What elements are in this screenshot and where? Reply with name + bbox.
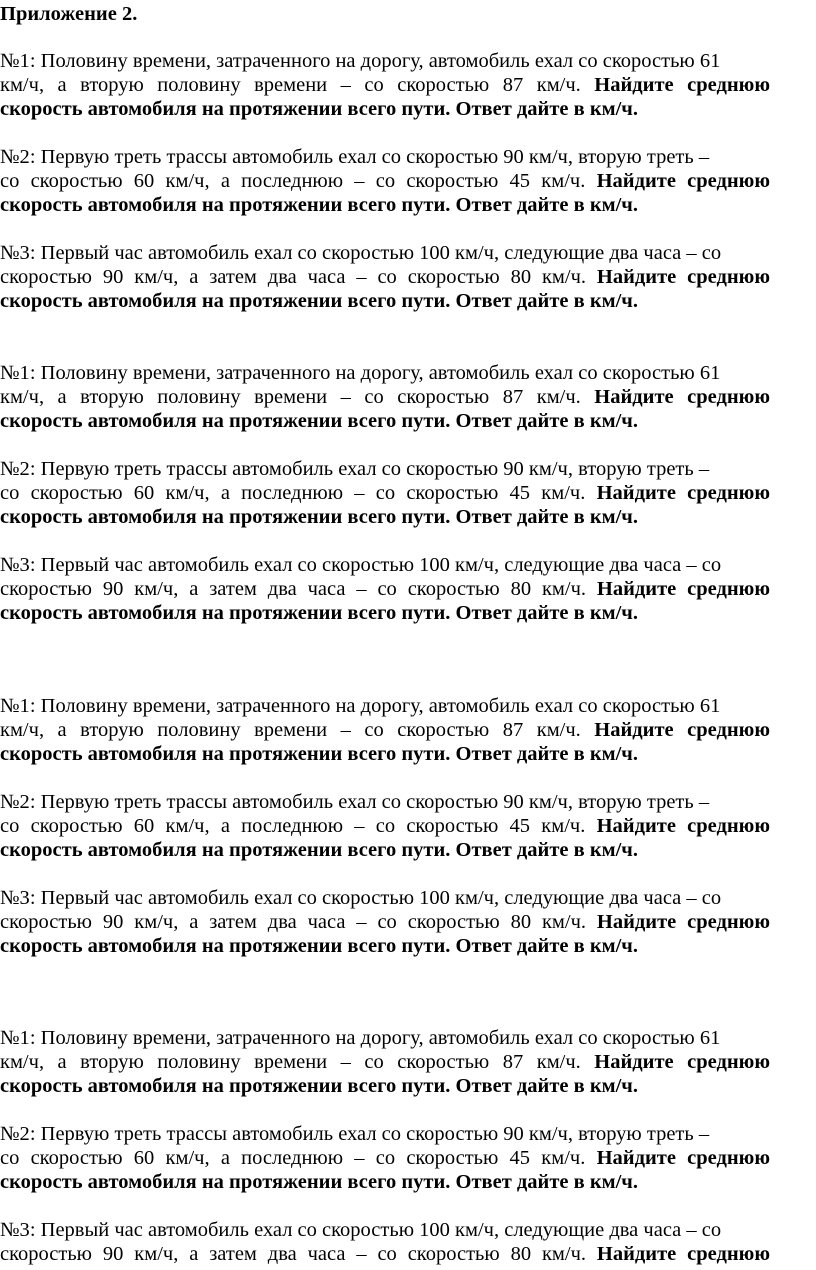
problem-text: со скоростью 60 км/ч, а последнюю – со скоростью 45 км/ч. [0,170,586,192]
problem-line [0,577,770,601]
problem-line [0,553,770,577]
problem-text: со скоростью 60 км/ч, а последнюю – со скоростью 45 км/ч. [0,815,586,837]
problem-line [0,241,770,265]
problem-number: №1 [0,362,30,384]
problem-text: скоростью 90 км/ч, а затем два часа – со скоростью 80 км/ч. [0,1243,587,1265]
problem-line [0,385,770,409]
problem-line [0,718,770,742]
problem-question: Найдите среднюю [596,911,770,933]
problem-text: : Первую треть трассы автомобиль ехал со скоростью 90 км/ч, вторую треть – [29,791,710,813]
problem-2 [0,145,770,217]
problem-question: скорость автомобиля на протяжении всего пути. Ответ дайте в км/ч. [0,410,638,432]
problem-question: Найдите среднюю [594,1051,770,1073]
problem-line [0,694,770,718]
problem-line [0,457,770,481]
problem-1 [0,49,770,121]
problem-number: №3 [0,1219,30,1241]
problem-question: скорость автомобиля на протяжении всего пути. Ответ дайте в км/ч. [0,506,638,528]
appendix-heading: Приложение 2. [0,3,138,25]
problem-1 [0,694,770,766]
problem-text: км/ч, а вторую половину времени – со скоростью 87 км/ч. [0,74,581,96]
problem-text: : Первый час автомобиль ехал со скоростью 100 км/ч, следующие два часа – со [29,554,722,576]
problem-number: №1 [0,50,30,72]
problem-text: со скоростью 60 км/ч, а последнюю – со скоростью 45 км/ч. [0,1147,586,1169]
problem-text: : Первый час автомобиль ехал со скоростью 100 км/ч, следующие два часа – со [29,242,722,264]
problem-question: скорость автомобиля на протяжении всего пути. Ответ дайте в км/ч. [0,935,638,957]
problem-line [0,1122,770,1146]
problem-text: со скоростью 60 км/ч, а последнюю – со скоростью 45 км/ч. [0,482,586,504]
problem-number: №3 [0,242,30,264]
problem-2 [0,1122,770,1194]
problem-line [0,361,770,385]
problem-question: Найдите среднюю [596,482,770,504]
problem-question: скорость автомобиля на протяжении всего пути. Ответ дайте в км/ч. [0,1075,638,1097]
problem-line [0,265,770,289]
problem-text: км/ч, а вторую половину времени – со скоростью 87 км/ч. [0,386,581,408]
problem-line [0,790,770,814]
problem-number: №2 [0,791,30,813]
problem-number: №2 [0,146,30,168]
problem-line [0,1218,770,1242]
problem-question: Найдите среднюю [596,170,770,192]
problem-number: №2 [0,1123,30,1145]
problem-line [0,145,770,169]
problem-question: Найдите среднюю [594,74,770,96]
problem-text: км/ч, а вторую половину времени – со скоростью 87 км/ч. [0,1051,581,1073]
problem-3 [0,886,770,958]
problem-line [0,481,770,505]
problem-line [0,1026,770,1050]
problem-text: скоростью 90 км/ч, а затем два часа – со скоростью 80 км/ч. [0,266,587,288]
problem-question: Найдите среднюю [594,386,770,408]
problem-line [0,814,770,838]
problem-line [0,1242,770,1266]
problem-text: : Первую треть трассы автомобиль ехал со скоростью 90 км/ч, вторую треть – [29,1123,710,1145]
problem-question: скорость автомобиля на протяжении всего пути. Ответ дайте в км/ч. [0,98,638,120]
problem-line [0,886,770,910]
problem-line [0,1146,770,1170]
problem-number: №3 [0,887,30,909]
problem-text: : Половину времени, затраченного на дорогу, автомобиль ехал со скоростью 61 [29,1027,721,1049]
problem-number: №3 [0,554,30,576]
problem-question: скорость автомобиля на протяжении всего пути. Ответ дайте в км/ч. [0,839,638,861]
problem-question: скорость автомобиля на протяжении всего пути. Ответ дайте в км/ч. [0,194,638,216]
problem-text: скоростью 90 км/ч, а затем два часа – со скоростью 80 км/ч. [0,911,587,933]
problem-text: км/ч, а вторую половину времени – со скоростью 87 км/ч. [0,719,581,741]
problem-question: скорость автомобиля на протяжении всего пути. Ответ дайте в км/ч. [0,1171,638,1193]
problem-question: Найдите среднюю [596,815,770,837]
problem-3 [0,241,770,313]
problem-question: Найдите среднюю [596,1147,770,1169]
problem-number: №1 [0,695,30,717]
problem-question: скорость автомобиля на протяжении всего пути. Ответ дайте в км/ч. [0,602,638,624]
problem-1 [0,361,770,433]
problem-number: №1 [0,1027,30,1049]
problem-line [0,49,770,73]
problem-2 [0,790,770,862]
problem-text: скоростью 90 км/ч, а затем два часа – со скоростью 80 км/ч. [0,578,587,600]
problem-text: : Половину времени, затраченного на дорогу, автомобиль ехал со скоростью 61 [29,362,721,384]
problem-question: Найдите среднюю [594,719,770,741]
problem-3 [0,553,770,625]
problem-question: скорость автомобиля на протяжении всего пути. Ответ дайте в км/ч. [0,743,638,765]
problem-2 [0,457,770,529]
problem-question: Найдите среднюю [596,266,770,288]
problem-number: №2 [0,458,30,480]
problem-question: Найдите среднюю [596,1243,770,1265]
problem-question: Найдите среднюю [596,578,770,600]
problem-1 [0,1026,770,1098]
problem-line [0,1050,770,1074]
problem-line [0,73,770,97]
problem-text: : Первый час автомобиль ехал со скоростью 100 км/ч, следующие два часа – со [29,887,722,909]
problem-question: скорость автомобиля на протяжении всего пути. Ответ дайте в км/ч. [0,290,638,312]
problem-text: : Первую треть трассы автомобиль ехал со скоростью 90 км/ч, вторую треть – [29,458,710,480]
problem-text: : Первый час автомобиль ехал со скоростью 100 км/ч, следующие два часа – со [29,1219,722,1241]
problem-text: : Половину времени, затраченного на дорогу, автомобиль ехал со скоростью 61 [29,695,721,717]
problem-3 [0,1218,770,1266]
problem-line [0,169,770,193]
problem-text: : Первую треть трассы автомобиль ехал со скоростью 90 км/ч, вторую треть – [29,146,710,168]
problem-line [0,910,770,934]
problem-text: : Половину времени, затраченного на дорогу, автомобиль ехал со скоростью 61 [29,50,721,72]
